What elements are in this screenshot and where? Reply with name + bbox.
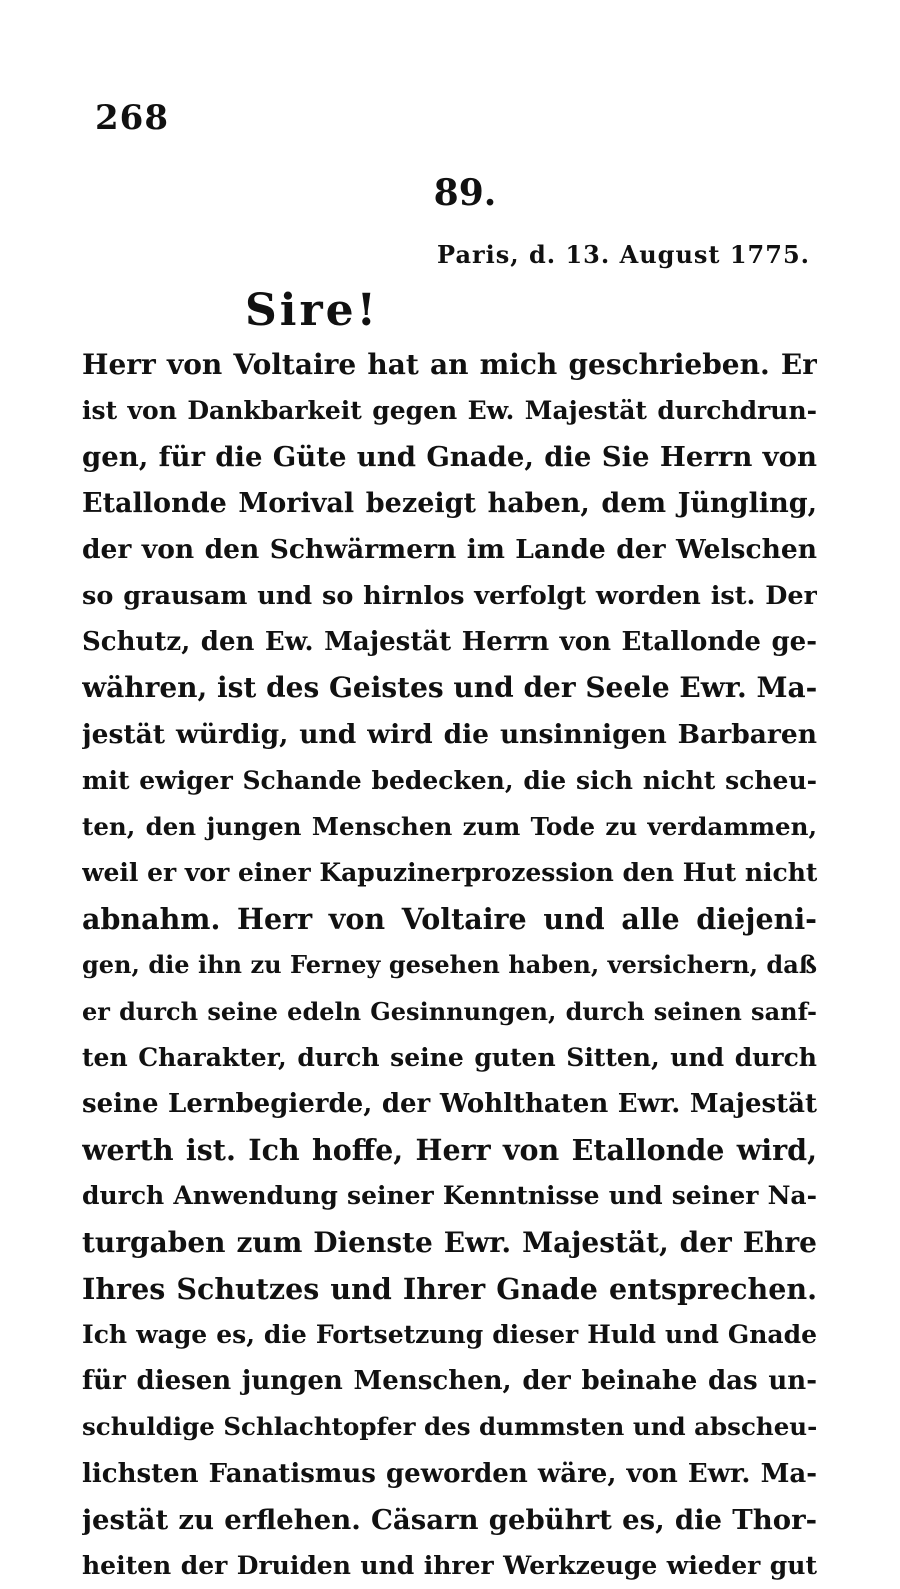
text-line: turgaben zum Dienste Ewr. Majestät, der Ehre: [82, 1225, 817, 1259]
text-line: Etallonde Morival bezeigt haben, dem Jüngling,: [82, 487, 817, 519]
text-line: durch Anwendung seiner Kenntnisse und seiner Na-: [82, 1181, 817, 1211]
text-line: Ich wage es, die Fortsetzung dieser Huld und Gnade: [82, 1319, 817, 1349]
text-line: währen, ist des Geistes und der Seele Ewr. Ma-: [82, 671, 817, 705]
text-line: abnahm. Herr von Voltaire und alle diejeni-: [82, 902, 817, 937]
text-line: schuldige Schlachtopfer des dummsten und abscheu-: [82, 1412, 817, 1442]
salutation: Sire!: [245, 285, 379, 336]
text-line: mit ewiger Schande bedecken, die sich nicht scheu-: [82, 765, 817, 795]
text-line: lichsten Fanatismus geworden wäre, von Ewr. Ma-: [82, 1458, 817, 1489]
text-line: jestät zu erflehen. Cäsarn gebührt es, die Thor-: [82, 1503, 817, 1536]
text-line: ten, den jungen Menschen zum Tode zu verdammen,: [82, 811, 817, 841]
text-line: gen, für die Güte und Gnade, die Sie Herrn von: [82, 441, 817, 474]
text-line: Ihres Schutzes und Ihrer Gnade entsprechen.: [82, 1271, 817, 1306]
text-line: heiten der Druiden und ihrer Werkzeuge wieder gut: [82, 1550, 817, 1580]
text-line: er durch seine edeln Gesinnungen, durch seinen sanf-: [82, 996, 817, 1026]
text-line: so grausam und so hirnlos verfolgt worden ist. Der: [82, 580, 817, 611]
text-line: der von den Schwärmern im Lande der Welschen: [82, 533, 817, 565]
text-line: ten Charakter, durch seine guten Sitten, und durch: [82, 1042, 817, 1072]
text-line: werth ist. Ich hoffe, Herr von Etallonde wird,: [82, 1133, 817, 1168]
page-number: 268: [95, 98, 169, 138]
text-line: seine Lernbegierde, der Wohlthaten Ewr. Majestät: [82, 1089, 817, 1119]
text-line: Schutz, den Ew. Majestät Herrn von Etallonde ge-: [82, 627, 817, 658]
dateline: Paris, d. 13. August 1775.: [437, 240, 810, 269]
text-line: jestät würdig, und wird die unsinnigen Barbaren: [82, 718, 817, 750]
text-line: weil er vor einer Kapuzinerprozession den Hut nicht: [82, 858, 817, 888]
text-line: gen, die ihn zu Ferney gesehen haben, versichern, daß: [82, 950, 817, 980]
text-line: ist von Dankbarkeit gegen Ew. Majestät durchdrun-: [82, 396, 817, 426]
letter-number: 89.: [433, 172, 497, 214]
text-line: Herr von Voltaire hat an mich geschrieben. Er: [82, 348, 817, 381]
letter-body: [82, 342, 817, 1589]
text-line: für diesen jungen Menschen, der beinahe das un-: [82, 1366, 817, 1397]
